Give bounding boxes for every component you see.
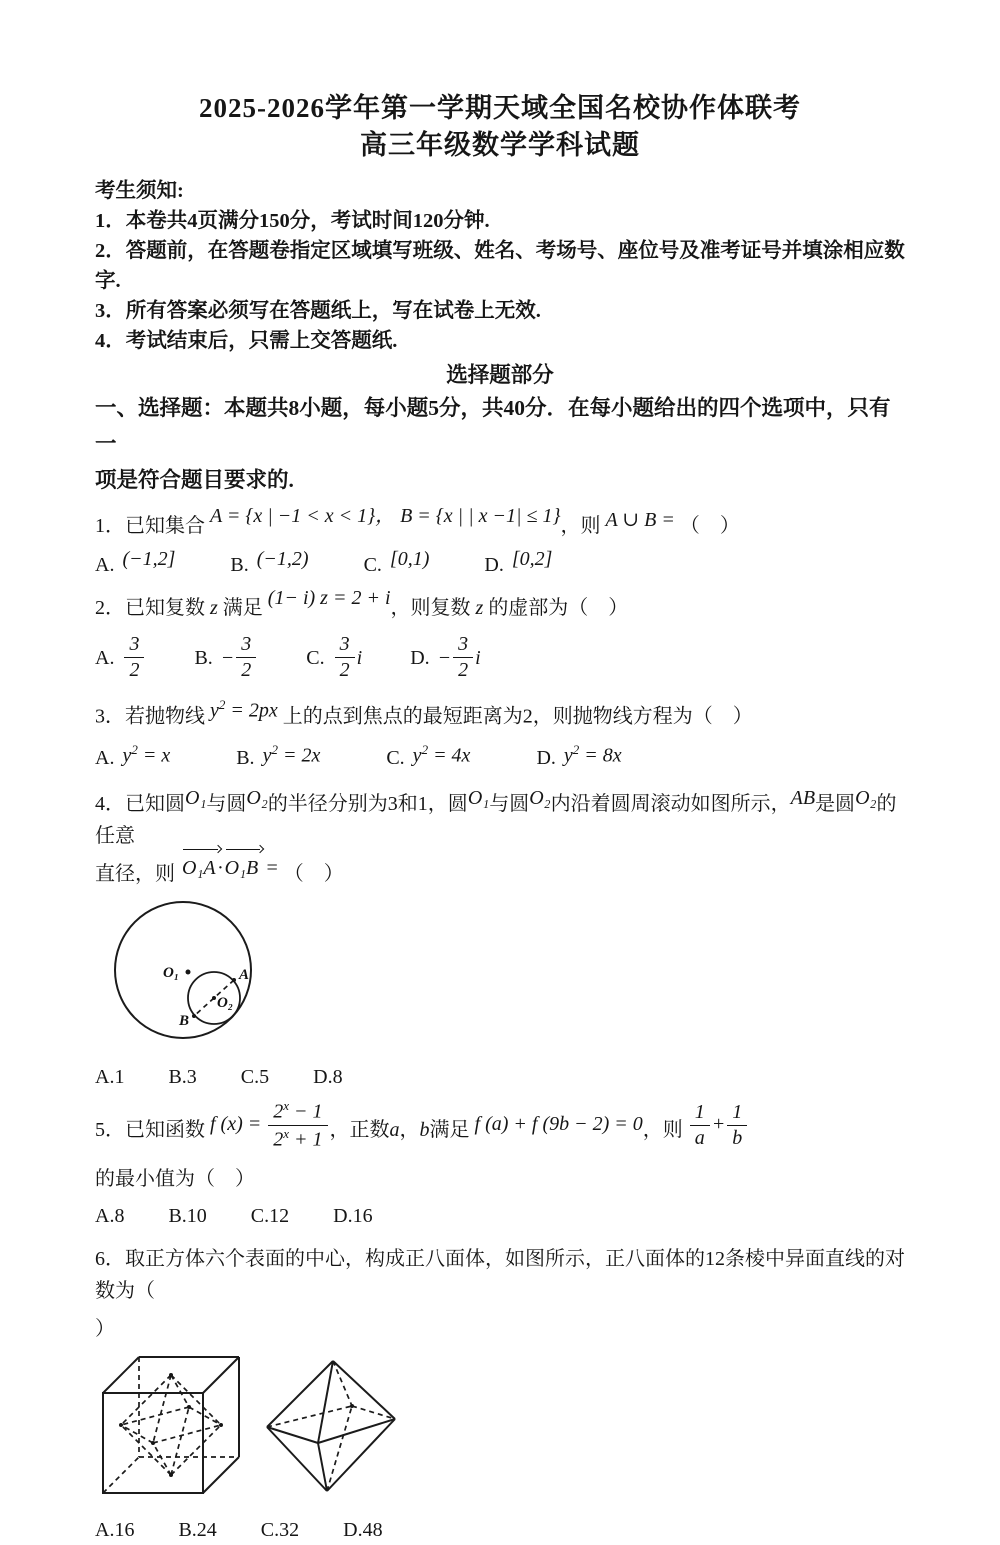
math-base: 2 <box>273 1128 284 1151</box>
fraction-denominator: a <box>694 1126 705 1149</box>
cube-with-inscribed-octahedron <box>103 1357 239 1493</box>
math-rest: = x <box>137 744 171 767</box>
notice-line-4: 4．考试结束后，只需上交答题纸. <box>95 330 398 352</box>
option-d: D.16 <box>333 1204 373 1227</box>
option-b <box>194 632 258 683</box>
math-sup: 2 <box>218 697 226 712</box>
q5-condition: f (a) + f (9b − 2) = 0 <box>474 1113 643 1136</box>
question-4-stem-line1 <box>95 788 905 852</box>
option-label: A. <box>95 554 115 576</box>
q3-text: 3．若抛物线 <box>95 705 205 728</box>
option-a: A.8 <box>95 1204 125 1227</box>
option-label: D. <box>484 554 504 576</box>
question-4-stem-line2 <box>95 858 905 890</box>
option-a: A.1 <box>95 1066 125 1089</box>
math-rest: = 8x <box>579 744 622 767</box>
option-c: C.5 <box>240 1066 270 1089</box>
point-b-dot <box>192 1014 196 1018</box>
fraction <box>335 632 355 683</box>
question-1-stem <box>95 505 905 542</box>
q3-formula <box>210 689 278 727</box>
cube-and-octahedron-figure <box>95 1351 405 1501</box>
q2-var-z: z <box>475 597 484 619</box>
option-d: D.48 <box>343 1518 383 1541</box>
option-value: [0,2] <box>511 548 553 570</box>
math-base: y <box>210 699 219 722</box>
exam-title-line2: 高三年级数学学科试题 <box>360 130 640 160</box>
fraction <box>236 632 256 683</box>
question-2-stem <box>95 587 905 624</box>
octa-hidden-edge <box>333 1361 352 1406</box>
option-label: C. <box>363 554 382 576</box>
vector-o1a: O₁A <box>182 852 216 884</box>
option-a: A.16 <box>95 1518 135 1541</box>
face-center-dot <box>151 1441 155 1445</box>
face-center-dot <box>219 1423 223 1427</box>
notice-line-2: 2．答题前，在答题卷指定区域填写班级、姓名、考场号、座位号及准考证号并填涂相应数 <box>95 240 905 262</box>
question-2 <box>95 587 905 683</box>
rolling-circles-figure <box>95 896 335 1048</box>
option-value <box>413 735 471 771</box>
option-value: (−1,2] <box>122 548 176 570</box>
fraction-numerator: 1 <box>690 1100 710 1126</box>
q5-target-expression <box>688 1100 750 1151</box>
vector-o1b: O₁B <box>225 852 259 884</box>
fraction-numerator: 3 <box>335 632 355 658</box>
cube-edge <box>203 1457 239 1493</box>
option-sign: − <box>220 646 235 669</box>
q1-set-a: A = {x | −1 < x < 1}， <box>210 505 396 527</box>
dot-operator: · <box>217 857 223 880</box>
instruction-line-2: 项是符合题目要求的. <box>95 468 294 492</box>
option-label: C. <box>306 646 325 669</box>
question-5 <box>95 1098 905 1230</box>
option-label: A. <box>95 747 115 770</box>
question-3 <box>95 695 905 776</box>
cube-edge <box>103 1357 139 1393</box>
question-4-options <box>95 1062 905 1092</box>
math-rest: = 2x <box>277 744 321 767</box>
option-post: i <box>356 646 363 669</box>
question-3-options <box>95 741 905 777</box>
q4-text: 直径，则 <box>95 863 175 886</box>
q2-formula: (1− i) z = 2 + i <box>267 587 391 609</box>
fraction <box>268 1098 327 1152</box>
fraction <box>124 632 144 683</box>
question-4-figure <box>95 896 905 1054</box>
q4-paren: （ ） <box>283 863 344 886</box>
octa-edge <box>171 1425 221 1475</box>
candidate-notice <box>95 176 905 356</box>
notice-heading: 考生须知: <box>95 180 184 202</box>
fraction <box>727 1100 747 1151</box>
option-b <box>236 741 320 777</box>
center-o2-dot <box>212 996 216 1000</box>
question-6-stem-line2: ） <box>95 1317 115 1340</box>
fraction-denominator: 2 <box>241 659 252 681</box>
option-c <box>306 632 362 683</box>
fraction-denominator <box>268 1126 327 1153</box>
question-1 <box>95 505 905 580</box>
fraction-denominator: 2 <box>458 659 469 681</box>
math-rest: = 2px <box>225 699 278 722</box>
face-center-dot <box>119 1423 123 1427</box>
math-rest: − 1 <box>289 1100 323 1123</box>
option-label: B. <box>194 646 213 669</box>
option-b <box>230 550 308 580</box>
q4-segment-ab: AB <box>790 787 816 810</box>
label-b: B <box>179 1013 190 1030</box>
option-label: C. <box>386 747 405 770</box>
math-sup: 2 <box>131 741 138 757</box>
instruction-line-1: 一、选择题：本题共8小题，每小题5分，共40分．在每小题给出的四个选项中，只有一 <box>95 396 891 456</box>
face-center-dot <box>187 1405 191 1409</box>
q4-circle-o1: O₁ <box>467 787 490 810</box>
q5-text: ， <box>399 1119 420 1142</box>
question-3-stem <box>95 695 905 733</box>
question-2-options <box>95 632 905 683</box>
face-center-dot <box>169 1473 173 1477</box>
q4-vector-expression <box>180 852 279 884</box>
fraction-denominator: 2 <box>129 659 140 681</box>
q2-text: 满足 <box>222 597 263 619</box>
question-1-options <box>95 550 905 580</box>
math-sup: 2 <box>421 741 429 757</box>
octa-hidden-edge <box>267 1406 352 1427</box>
math-base: 2 <box>273 1100 284 1123</box>
label-o1: O₁ <box>163 965 180 982</box>
option-label: D. <box>536 747 556 770</box>
fraction <box>453 632 473 683</box>
var-b: b <box>419 1119 430 1142</box>
question-6-options <box>95 1515 905 1545</box>
q1-union: A ∪ B = <box>605 509 675 531</box>
q4-text: 与圆 <box>206 793 247 816</box>
option-a <box>95 632 146 683</box>
question-6-figures <box>95 1351 905 1507</box>
q5-text: ，正数 <box>329 1119 390 1142</box>
fraction-numerator: 1 <box>727 1100 747 1126</box>
q1-paren: （ ） <box>679 515 740 537</box>
q5-text: 5．已知函数 <box>95 1119 205 1142</box>
option-post: i <box>475 646 481 669</box>
option-c <box>386 741 470 777</box>
option-c: C.12 <box>250 1204 290 1227</box>
option-value <box>263 735 321 771</box>
option-b: B.24 <box>178 1518 217 1541</box>
q5-function-def <box>210 1098 330 1152</box>
option-d: D.8 <box>313 1066 343 1089</box>
math-base: y <box>262 744 272 767</box>
cube-hidden-edge <box>103 1457 139 1493</box>
option-b: B.10 <box>168 1204 207 1227</box>
fraction-denominator: 2 <box>339 659 350 681</box>
section-part-title: 选择题部分 <box>446 363 554 387</box>
question-5-options <box>95 1201 905 1231</box>
option-label: A. <box>95 646 115 669</box>
option-label: D. <box>410 646 430 669</box>
q5-text: 的最小值为（ ） <box>95 1167 255 1190</box>
vertex-dot <box>350 1404 354 1408</box>
regular-octahedron <box>267 1361 395 1491</box>
math-base: y <box>412 744 422 767</box>
q2-text: ，则复数 <box>390 597 471 619</box>
math-base: y <box>563 744 573 767</box>
math-base: y <box>122 744 132 767</box>
option-d <box>410 632 481 683</box>
q1-text: 1．已知集合 <box>95 515 205 537</box>
option-d <box>536 741 621 777</box>
q4-text: 内沿着圆周滚动如图所示， <box>550 793 791 816</box>
center-o1-dot <box>186 970 191 975</box>
option-c: C.32 <box>260 1518 300 1541</box>
q4-circle-o2: O₂ <box>246 787 268 810</box>
math-sup: x <box>283 1098 290 1114</box>
q4-text: 与圆 <box>489 793 530 816</box>
q5-text: ，则 <box>642 1119 683 1142</box>
q2-var-z: z <box>210 597 218 619</box>
question-6 <box>95 1243 905 1545</box>
option-value <box>122 735 170 771</box>
q4-circle-o2: O₂ <box>855 787 877 810</box>
q1-set-b: B = {x | | x −1| ≤ 1} <box>400 505 561 527</box>
q4-text: 4．已知圆 <box>95 793 185 816</box>
option-value: [0,1) <box>389 548 430 570</box>
question-4 <box>95 788 905 1092</box>
fraction-numerator: 3 <box>453 632 473 658</box>
octa-edge <box>121 1375 171 1425</box>
equals-sign: = <box>265 857 279 880</box>
math-sup: 2 <box>572 741 580 757</box>
exam-title-line1: 2025-2026学年第一学期天域全国名校协作体联考 <box>199 93 801 123</box>
option-b: B.3 <box>168 1066 197 1089</box>
question-5-stem <box>95 1098 905 1198</box>
q5-text: 满足 <box>429 1119 470 1142</box>
q2-text: 2．已知复数 <box>95 597 205 619</box>
fraction-numerator: 3 <box>124 632 144 658</box>
notice-line-3: 3．所有答案必须写在答题纸上，写在试卷上无效. <box>95 300 541 322</box>
label-o2: O₂ <box>217 995 234 1012</box>
fraction-denominator: b <box>732 1126 743 1149</box>
q4-text: 的半径分别为3和1，圆 <box>267 793 468 816</box>
option-a <box>95 741 170 777</box>
option-d <box>484 550 552 580</box>
q3-text: 上的点到焦点的最短距离为2，则抛物线方程为（ ） <box>282 705 753 728</box>
face-center-dot <box>169 1373 173 1377</box>
option-sign: − <box>437 646 452 669</box>
option-value <box>564 735 622 771</box>
q4-text: 是圆 <box>815 793 856 816</box>
math-sup: x <box>283 1125 290 1141</box>
option-value: (−1,2) <box>256 548 309 570</box>
notice-line-2b: 字. <box>95 270 121 292</box>
fraction-numerator <box>268 1098 327 1126</box>
option-label: B. <box>236 747 255 770</box>
point-a-dot <box>232 978 236 982</box>
notice-line-1: 1．本卷共4页满分150分，考试时间120分钟. <box>95 210 490 232</box>
fraction <box>690 1100 710 1151</box>
q4-circle-o1: O₁ <box>185 787 207 810</box>
plus-sign: + <box>711 1113 726 1136</box>
cube-edge <box>203 1357 239 1393</box>
question-6-stem-line1: 6．取正方体六个表面的中心，构成正八面体，如图所示，正八面体的12条棱中异面直线的对数为（ <box>95 1247 905 1302</box>
q1-mid: ，则 <box>560 515 601 537</box>
math-rest: = 4x <box>428 744 471 767</box>
option-a <box>95 550 175 580</box>
math-sup: 2 <box>271 741 278 757</box>
var-a: a <box>389 1119 400 1142</box>
option-c <box>364 550 430 580</box>
math-rest: + 1 <box>289 1128 323 1151</box>
q4-circle-o2: O₂ <box>529 787 551 810</box>
fraction-numerator: 3 <box>236 632 256 658</box>
q4-text: 的任意 <box>95 793 897 848</box>
option-label: B. <box>230 554 249 576</box>
q2-text: 的虚部为（ ） <box>488 597 629 619</box>
label-a: A <box>239 967 250 984</box>
f-of-x: f (x) = <box>210 1113 262 1136</box>
